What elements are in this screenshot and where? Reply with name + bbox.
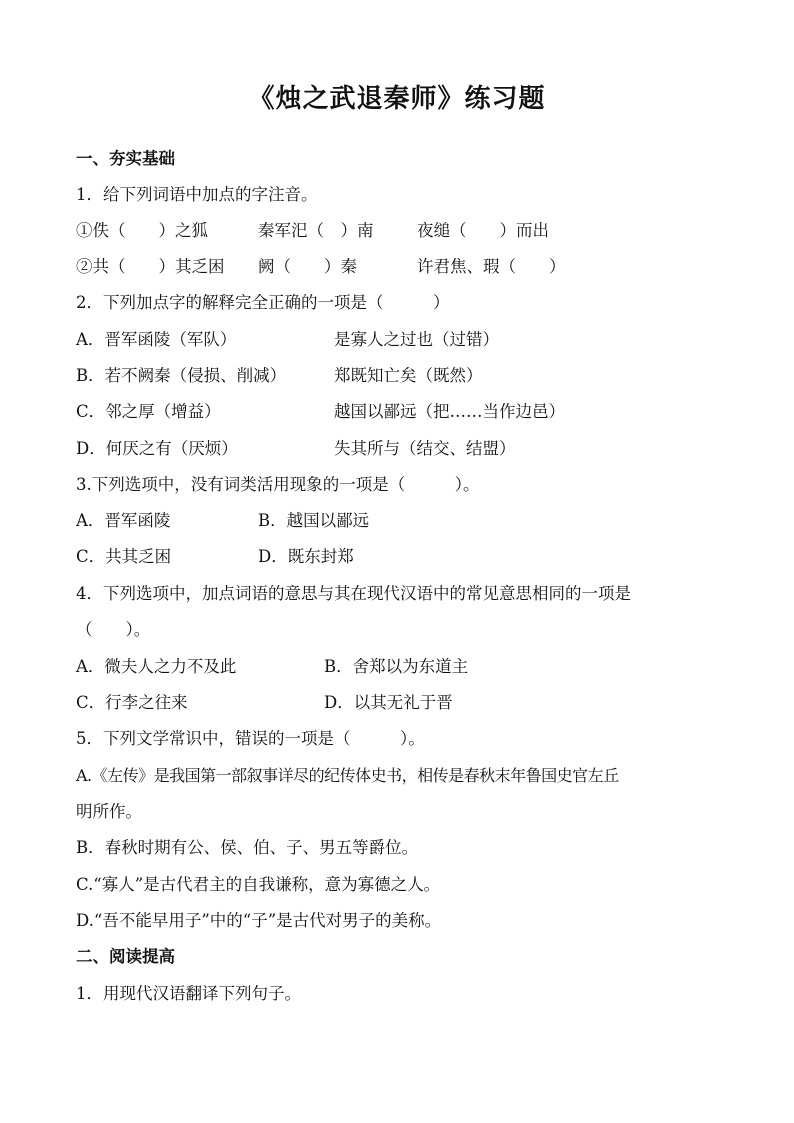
- option-right: B．舍郑以为东道主: [324, 657, 469, 676]
- option-right: 郑既知亡矣（既然）: [334, 366, 483, 385]
- question-4-stem: 4．下列选项中，加点词语的意思与其在现代汉语中的常见意思相同的一项是: [76, 584, 631, 603]
- question-5-option-a-line-1: A.《左传》是我国第一部叙事详尽的纪传体史书，相传是春秋末年鲁国史官左丘: [76, 766, 619, 785]
- option-left: C．邻之厚（增益）: [76, 402, 221, 421]
- question-2-option-b: [76, 364, 636, 388]
- question-2-option-c: [76, 400, 636, 424]
- option-left: A．微夫人之力不及此: [76, 657, 237, 676]
- option-right: 是寡人之过也（过错）: [334, 330, 499, 349]
- question-2-option-a: [76, 328, 636, 352]
- option-left: A．晋军函陵（军队）: [76, 330, 237, 349]
- page-title: 《烛之武退秦师》练习题: [248, 84, 546, 114]
- question-4-options-row-2: [76, 691, 576, 715]
- option-right: 失其所与（结交、结盟）: [334, 439, 516, 458]
- question-2-option-d: [76, 437, 636, 461]
- option-left: B．若不阙秦（侵损、削减）: [76, 366, 287, 385]
- option-left: D．何厌之有（厌烦）: [76, 439, 238, 458]
- section-heading-reading: 二、阅读提高: [76, 947, 175, 966]
- pinyin-item: 秦军汜（ ）南: [258, 221, 374, 240]
- reading-question-1-stem: 1．用现代汉语翻译下列句子。: [76, 984, 301, 1003]
- option-right: 越国以鄙远（把……当作边邑）: [334, 402, 565, 421]
- pinyin-item: ①佚（ ）之狐: [76, 221, 208, 240]
- question-1-stem: 1．给下列词语中加点的字注音。: [76, 185, 318, 204]
- question-5-option-d: D.“吾不能早用子”中的“子”是古代对男子的美称。: [76, 911, 442, 930]
- option-left: A．晋军函陵: [76, 511, 171, 530]
- question-5-option-a-line-2: 明所作。: [76, 802, 142, 821]
- question-5-stem: 5．下列文学常识中，错误的一项是（ ）。: [76, 729, 425, 748]
- option-right: D．既东封郑: [258, 547, 354, 566]
- option-right: D．以其无礼于晋: [324, 693, 453, 712]
- section-heading-basics: 一、夯实基础: [76, 149, 175, 168]
- option-left: C．共其乏困: [76, 547, 172, 566]
- question-3-options-row-1: [76, 509, 476, 533]
- pinyin-item: 夜缒（ ）而出: [417, 221, 549, 240]
- question-4-options-row-1: [76, 655, 576, 679]
- option-left: C．行李之往来: [76, 693, 188, 712]
- pinyin-item: ②共（ ）其乏困: [76, 257, 225, 276]
- question-1-row-2: [76, 255, 636, 279]
- question-5-option-b: B．春秋时期有公、侯、伯、子、男五等爵位。: [76, 838, 419, 857]
- question-1-row-1: [76, 219, 636, 243]
- question-3-options-row-2: [76, 545, 476, 569]
- question-2-stem: 2．下列加点字的解释完全正确的一项是（ ）: [76, 293, 450, 312]
- pinyin-item: 许君焦、瑕（ ）: [417, 257, 566, 276]
- option-right: B．越国以鄙远: [258, 511, 370, 530]
- question-5-option-c: C.“寡人”是古代君主的自我谦称，意为寡德之人。: [76, 875, 441, 894]
- pinyin-item: 阙（ ）秦: [258, 257, 357, 276]
- question-3-stem: 3.下列选项中，没有词类活用现象的一项是（ ）。: [76, 475, 480, 494]
- question-4-stem-continuation: （ ）。: [76, 620, 151, 639]
